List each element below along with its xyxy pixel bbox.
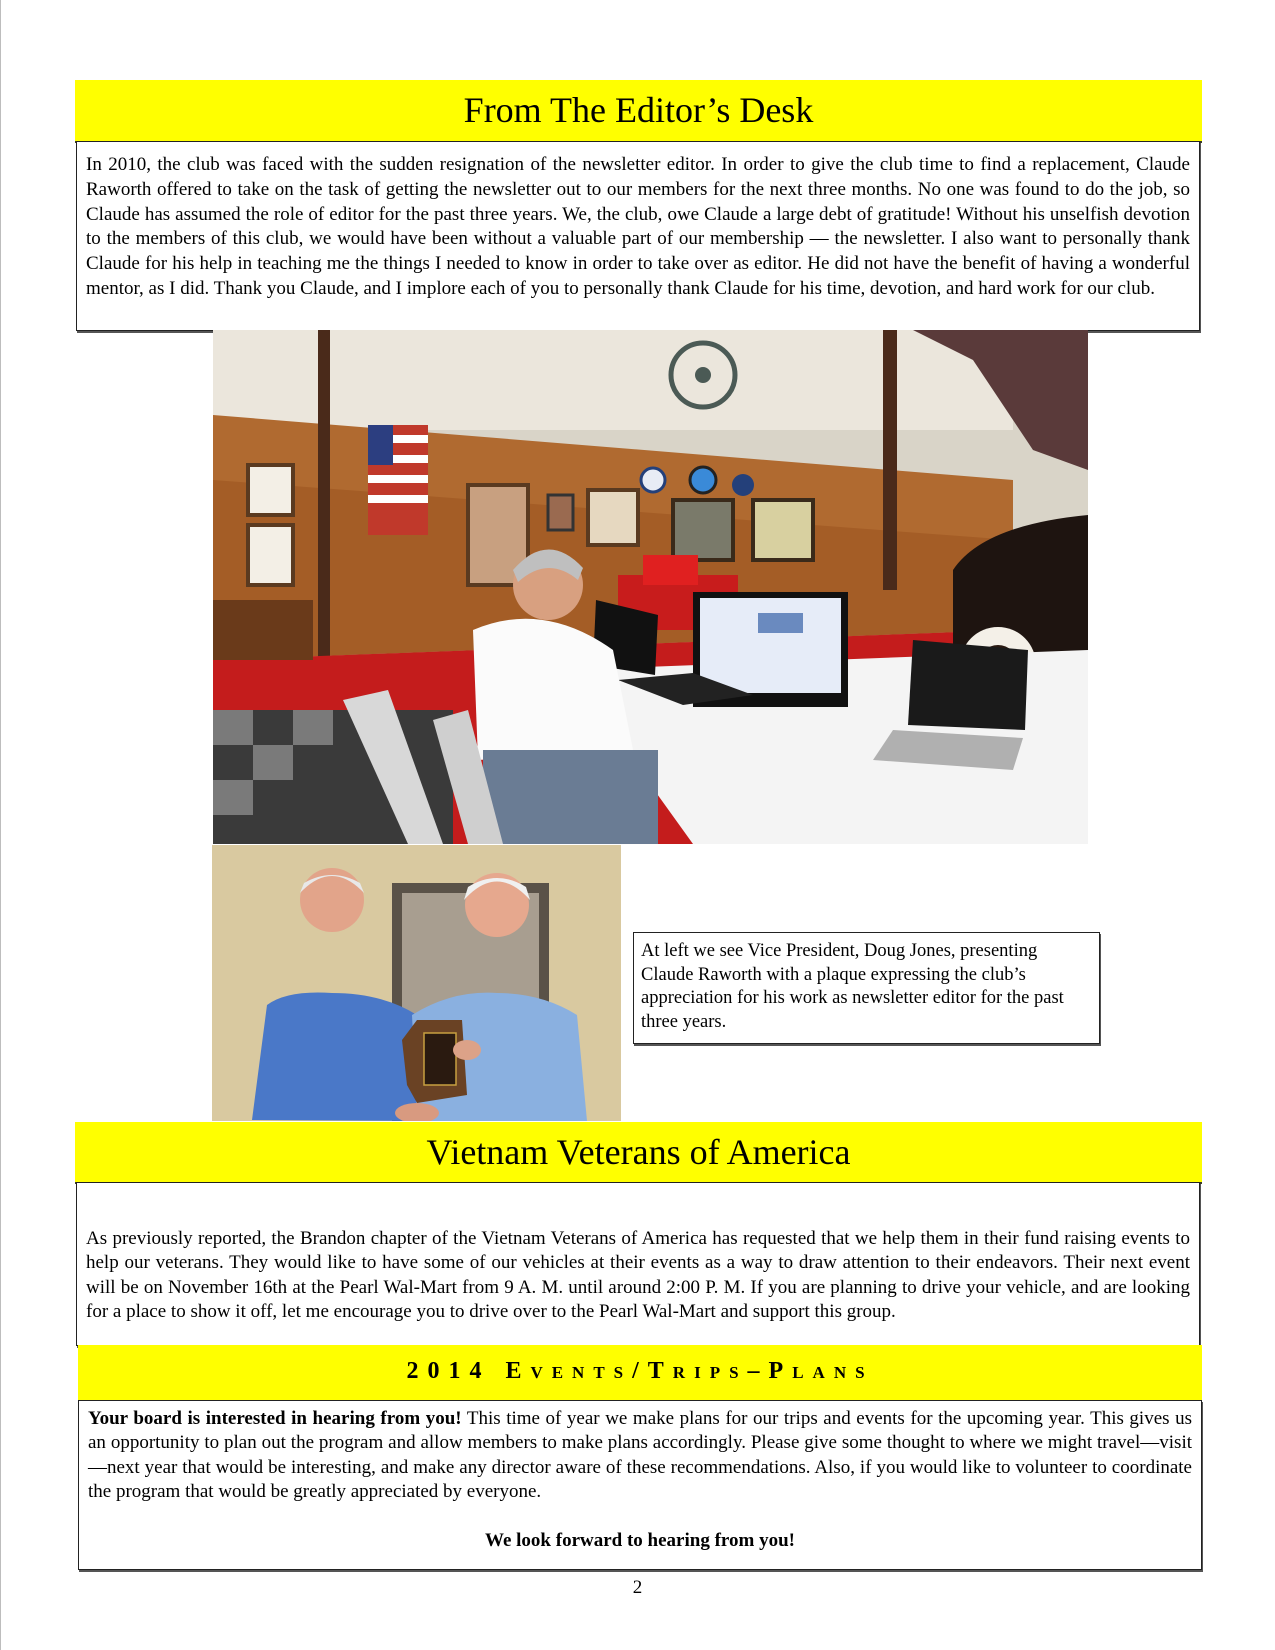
main-photo: [213, 330, 1088, 844]
editors-desk-textbox: [76, 141, 1200, 331]
page-edge: [0, 0, 1, 1650]
editors-desk-body: In 2010, the club was faced with the sudden resignation of the newsletter editor. In order to give the club time to find a replacement, Claude Raworth offered to take on the task of getting the newsletter out to our members for the next three months. No one was found to do the job, so Claude has assumed the role of editor for the past three years. We, the club, owe Claude a large debt of gratitude! Without his unselfish devotion to the members of this club, we would have been without a valuable part of our membership — the newsletter. I also want to personally thank Claude for his help in teaching me the things I needed to know in order to take over as editor. He did not have the benefit of having a wonderful mentor, as I did. Thank you Claude, and I implore each of you to personally thank Claude for his time, devotion, and hard work for our club.: [86, 154, 1190, 299]
vietnam-veterans-banner: [75, 1122, 1202, 1184]
vietnam-veterans-textbox: [76, 1182, 1200, 1346]
vietnam-veterans-title: Vietnam Veterans of America: [426, 1132, 851, 1172]
editors-desk-title: From The Editor’s Desk: [463, 90, 814, 130]
events-2014-body: This time of year we make plans for our trips and events for the upcoming year. This gives us an opportunity to plan out the program and allow members to make plans accordingly. Please give some thought to where we might travel—visit—next year that would be interesting, and make any director aware of these recommendations. Also, if you would like to volunteer to coordinate the program that would be greatly appreciated by everyone.: [88, 1408, 1193, 1503]
events-2014-paragraph: [88, 1407, 1192, 1505]
award-photo: [212, 845, 621, 1121]
editors-desk-banner: [75, 80, 1202, 143]
award-photo-image: [212, 845, 621, 1121]
events-2014-textbox: [78, 1400, 1202, 1570]
main-photo-image: [213, 330, 1088, 844]
events-2014-title: 2014 Events/Trips–Plans: [406, 1358, 874, 1384]
events-2014-lead: Your board is interested in hearing from you!: [88, 1408, 462, 1429]
events-2014-closing: We look forward to hearing from you!: [485, 1529, 795, 1551]
award-photo-caption-box: [633, 932, 1100, 1044]
vietnam-veterans-body: As previously reported, the Brandon chapter of the Vietnam Veterans of America has requested that we help them in their fund raising events to help our veterans. They would like to have some of our vehicles at their events as a way to draw attention to their endeavors. Their next event will be on November 16th at the Pearl Wal-Mart from 9 A. M. until around 2:00 P. M. If you are planning to drive your vehicle, and are looking for a place to show it off, let me encourage you to drive over to the Pearl Wal-Mart and support this group.: [86, 1228, 1190, 1323]
award-photo-caption: At left we see Vice President, Doug Jones, presenting Claude Raworth with a plaque expressing the club’s appreciation for his work as newsletter editor for the past three years.: [641, 941, 1064, 1033]
page-number: 2: [632, 1577, 643, 1598]
events-2014-banner: [78, 1345, 1202, 1402]
